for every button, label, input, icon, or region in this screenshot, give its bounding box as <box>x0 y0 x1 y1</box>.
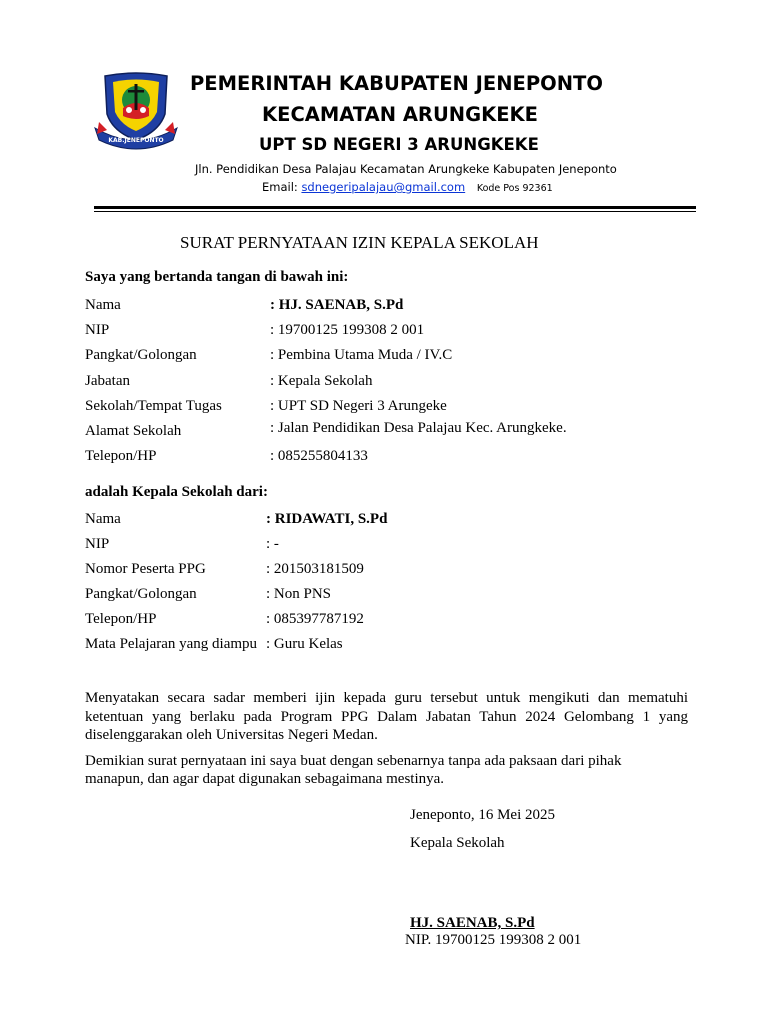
principal-label-address: Alamat Sekolah <box>85 423 182 439</box>
letterhead-line2: KECAMATAN ARUNGKEKE <box>262 103 538 126</box>
header-rule-thin <box>94 211 696 212</box>
signature-position: Kepala Sekolah <box>410 835 505 851</box>
email-label: Email: <box>262 180 298 194</box>
intro-text: Saya yang bertanda tangan di bawah ini: <box>85 269 349 285</box>
signature-nip: NIP. 19700125 199308 2 001 <box>405 932 582 948</box>
email-link[interactable]: sdnegeripalajau@gmail.com <box>301 180 466 194</box>
postal-code: Kode Pos 92361 <box>476 183 553 194</box>
principal-label-phone: Telepon/HP <box>85 448 157 464</box>
teacher-label-name: Nama <box>85 511 121 527</box>
logo-text: KAB.JENEPONTO <box>108 137 164 144</box>
teacher-label-phone: Telepon/HP <box>85 611 157 627</box>
letterhead-line3: UPT SD NEGERI 3 ARUNGKEKE <box>259 135 539 154</box>
teacher-value-rank: : Non PNS <box>266 586 332 602</box>
teacher-value-subject: : Guru Kelas <box>266 636 343 652</box>
teacher-label-rank: Pangkat/Golongan <box>85 586 197 602</box>
principal-value-phone: : 085255804133 <box>270 448 368 464</box>
letterhead-line1: PEMERINTAH KABUPATEN JENEPONTO <box>190 72 603 95</box>
principal-value-position: : Kepala Sekolah <box>270 373 373 389</box>
closing-line-2: manapun, dan agar dapat digunakan sebagaimana mestinya. <box>85 771 445 787</box>
signature-place-date: Jeneponto, 16 Mei 2025 <box>410 807 555 823</box>
header-rule-thick <box>94 206 696 209</box>
principal-value-nip: : 19700125 199308 2 001 <box>270 322 425 338</box>
letterhead-contact <box>262 180 553 194</box>
teacher-label-ppg-number: Nomor Peserta PPG <box>85 561 206 577</box>
principal-label-name: Nama <box>85 297 121 313</box>
principal-label-rank: Pangkat/Golongan <box>85 347 197 363</box>
teacher-value-nip: : - <box>266 536 279 552</box>
teacher-label-subject: Mata Pelajaran yang diampu <box>85 636 258 652</box>
principal-label-position: Jabatan <box>85 373 130 389</box>
closing-line-1: Demikian surat pernyataan ini saya buat dengan sebenarnya tanpa ada paksaan dari pihak <box>85 753 622 769</box>
statement-paragraph: Menyatakan secara sadar memberi ijin kepada guru tersebut untuk mengikuti dan mematuhi ketentuan yang berlaku pada Program PPG Dalam Jabatan Tahun 2024 Gelombang 1 yang diselenggarakan oleh Universitas Negeri Medan. <box>85 690 688 743</box>
principal-value-address: : Jalan Pendidikan Desa Palajau Kec. Arungkeke. <box>270 420 567 436</box>
principal-label-school: Sekolah/Tempat Tugas <box>85 398 222 414</box>
principal-value-name: : HJ. SAENAB, S.Pd <box>270 297 404 313</box>
document-title: SURAT PERNYATAAN IZIN KEPALA SEKOLAH <box>180 233 539 252</box>
letterhead-address: Jln. Pendidikan Desa Palajau Kecamatan Arungkeke Kabupaten Jeneponto <box>195 162 617 176</box>
teacher-value-name: : RIDAWATI, S.Pd <box>266 511 388 527</box>
teacher-value-phone: : 085397787192 <box>266 611 364 627</box>
principal-value-school: : UPT SD Negeri 3 Arungeke <box>270 398 447 414</box>
signature-name: HJ. SAENAB, S.Pd <box>410 915 535 931</box>
section2-heading: adalah Kepala Sekolah dari: <box>85 484 268 500</box>
principal-value-rank: : Pembina Utama Muda / IV.C <box>270 347 453 363</box>
teacher-value-ppg-number: : 201503181509 <box>266 561 364 577</box>
teacher-label-nip: NIP <box>85 536 110 552</box>
principal-label-nip: NIP <box>85 322 110 338</box>
